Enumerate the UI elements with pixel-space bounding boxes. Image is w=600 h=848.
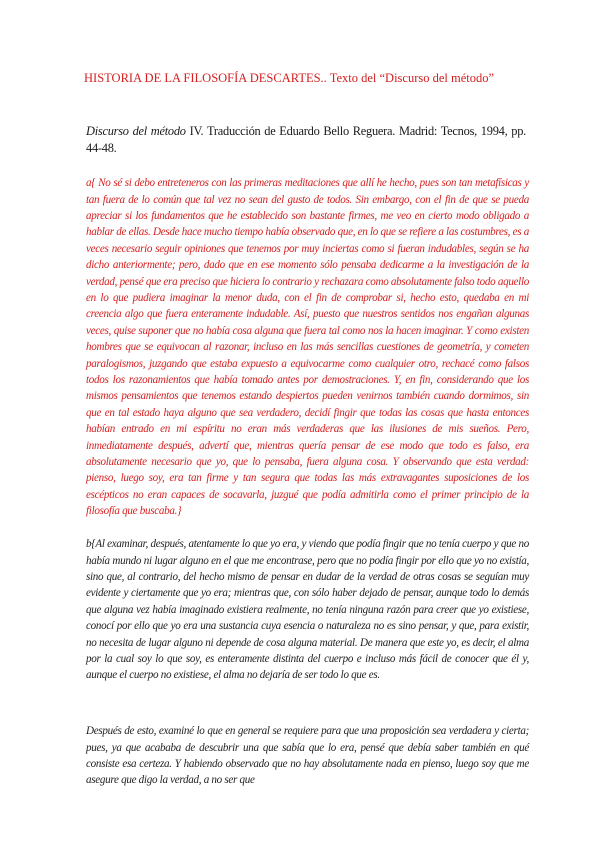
document-title: HISTORIA DE LA FILOSOFÍA DESCARTES.. Texto del “Discurso del método” (84, 71, 495, 85)
citation-work: Discurso del método (86, 124, 186, 138)
paragraph-a: a{ No sé si debo entreteneros con las primeras meditaciones que allí he hecho, pues son tan metafísicas y tan fuera de lo común que tal vez no sean del gusto de todos. Sin embargo, con el fin de que se pueda apreciar si los fundamentos que he establecido son bastante firmes, me veo en cierto modo obligado a hablar de ellas. Desde hace mucho tiempo había observado que, en lo que se refiere a las costumbres, es a veces necesario seguir opiniones que tenemos por muy inciertas como si fueran indudables, según se ha dicho anteriormente; pero, dado que en ese momento sólo pensaba dedicarme a la investigación de la verdad, pensé que era preciso que hiciera lo contrario y rechazara como absolutamente falso todo aquello en lo que pudiera imaginar la menor duda, con el fin de comprobar si, hecho esto, quedaba en mi creencia algo que fuera enteramente indudable. Así, puesto que nuestros sentidos nos engañan algunas veces, quise suponer que no había cosa alguna que fuera tal como nos la hacen imaginar. Y como existen hombres que se equivocan al razonar, incluso en las más sencillas cuestiones de geometría, y cometen paralogismos, juzgando que estaba expuesto a equivocarme como cualquier otro, rechacé como falsos todos los razonamientos que había tomado antes por demostraciones. Y, en fin, considerando que los mismos pensamientos que tenemos estando despiertos pueden venirnos también cuando dormimos, sin que en tal estado haya alguno que sea verdadero, decidí fingir que todas las cosas que hasta entonces habían entrado en mi espíritu no eran más verdaderas que las ilusiones de mis sueños. Pero, inmediatamente después, advertí que, mientras quería pensar de ese modo que todo es falso, era absolutamente necesario que yo, que lo pensaba, fuera alguna cosa. Y observando que esta verdad: pienso, luego soy, era tan firme y tan segura que todas las más extravagantes suposiciones de los escépticos no eran capaces de socavarla, juzgué que podía admitirla como el primer principio de la filosofía que buscaba.} (86, 177, 529, 518)
paragraph-c: Después de esto, examiné lo que en general se requiere para que una proposición sea verdadera y cierta; pues, ya que acababa de descubrir una que sabía que lo era, pensé que debía saber también en qué consiste esa certeza. Y habiendo observado que no hay absolutamente nada en pienso, luego soy que me asegure que digo la verdad, a no ser que (86, 725, 529, 787)
citation (86, 123, 526, 157)
paragraph-b: b{Al examinar, después, atentamente lo que yo era, y viendo que podía fingir que no tenía cuerpo y que no había mundo ni lugar alguno en el que me encontrase, pero que no podía fingir por ello que yo no existía, sino que, al contrario, del hecho mismo de pensar en dudar de la verdad de otras cosas se seguían muy evidente y ciertamente que yo era; mientras que, con sólo haber dejado de pensar, aunque todo lo demás que alguna vez había imaginado existiera realmente, no tenía ninguna razón para creer que yo existiese, conocí por ello que yo era una sustancia cuya esencia o naturaleza no es sino pensar, y que, para existir, no necesita de lugar alguno ni depende de cosa alguna material. De manera que este yo, es decir, el alma por la cual soy lo que soy, es enteramente distinta del cuerpo e incluso más fácil de conocer que él y, aunque el cuerpo no existiese, el alma no dejaría de ser todo lo que es. (86, 538, 529, 682)
citation-details: IV. Traducción de Eduardo Bello Reguera. Madrid: Tecnos, 1994, pp. 44-48. (86, 124, 526, 155)
